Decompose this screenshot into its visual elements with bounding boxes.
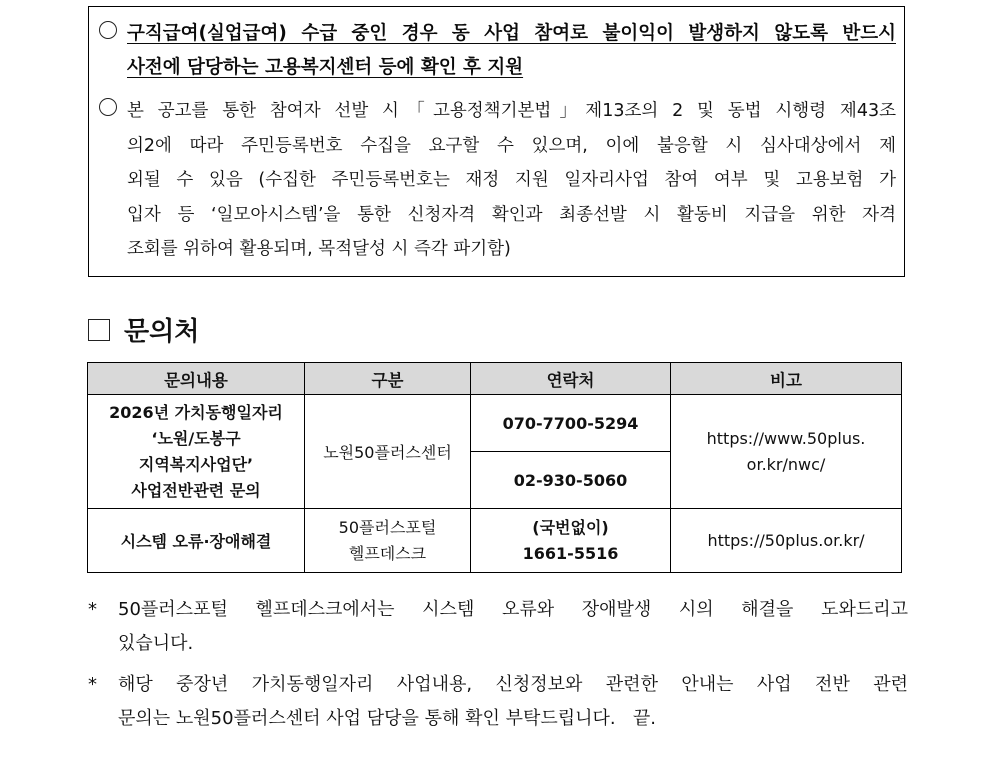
circle-bullet-icon [99,21,117,39]
table-row [88,395,902,452]
notice-bullet-privacy [89,94,904,267]
footnote-line: 있습니다. [118,633,194,654]
inquiry-line: 2026년 가치동행일자리 [109,402,283,422]
asterisk-mark: * [88,599,97,620]
notice-line: 입자 등 ‘일모아시스템’을 통한 신청자격 확인과 최종선발 시 활동비 지급을 위한 자격 [127,204,896,225]
section-title: 문의처 [124,317,200,347]
notice-line: 조회를 위하여 활용되며, 목적달성 시 즉각 파기함) [127,239,511,259]
asterisk-mark: * [88,674,97,695]
column-header: 구분 [305,363,471,395]
notice-bullet-unemployment [89,17,904,85]
notice-line: 본 공고를 통한 참여자 선발 시「고용정책기본법」제13조의 2 및 동법 시행령 제43조 [127,101,896,121]
notice-line: 의2에 따라 주민등록번호 수집을 요구할 수 있으며, 이에 불응할 시 심사대상에서 제 [127,135,896,156]
checkbox-icon [88,319,110,341]
footnotes [88,593,908,736]
inquiry-cell: 시스템 오류·장애해결 [88,509,305,573]
category-line: 헬프데스크 [348,543,427,563]
section-heading [88,311,199,348]
note-cell [671,395,902,509]
column-header: 연락처 [471,363,671,395]
category-line: 50플러스포털 [338,517,437,537]
contact-cell [471,509,671,573]
phone-cell: 02-930-5060 [471,452,671,509]
notice-line: 구직급여(실업급여) 수급 중인 경우 동 사업 참여로 불이익이 발생하지 않도록 반드시 [127,23,896,44]
notice-line: 외될 수 있음 (수집한 주민등록번호는 재정 지원 일자리사업 참여 여부 및 고용보험 가 [127,170,896,190]
category-cell [305,509,471,573]
url-link[interactable]: https://www.50plus. [706,428,866,448]
phone-cell: 070-7700-5294 [471,395,671,452]
contact-table [87,362,902,573]
footnote-line: 해당 중장년 가치동행일자리 사업내용, 신청정보와 관련한 안내는 사업 전반 관련 [118,674,908,695]
inquiry-cell [88,395,305,509]
table-row [88,509,902,573]
footnote-line: 50플러스포털 헬프데스크에서는 시스템 오류와 장애발생 시의 해결을 도와드리고 [118,599,908,620]
table-header-row [88,363,902,395]
footnote-line: 문의는 노원50플러스센터 사업 담당을 통해 확인 부탁드립니다. 끝. [118,708,656,729]
circle-bullet-icon [99,98,117,116]
column-header: 문의내용 [88,363,305,395]
inquiry-line: 지역복지사업단’ [138,454,254,474]
inquiry-line: 사업전반관련 문의 [131,480,261,500]
footnote [88,668,908,736]
url-link[interactable]: https://50plus.or.kr/ [671,509,902,573]
inquiry-line: ‘노원/도봉구 [151,428,241,448]
column-header: 비고 [671,363,902,395]
footnote [88,593,908,661]
contact-line: (국번없이) [532,517,609,537]
notice-line: 사전에 담당하는 고용복지센터 등에 확인 후 지원 [127,57,524,78]
category-cell: 노원50플러스센터 [305,395,471,509]
url-link[interactable]: or.kr/nwc/ [746,454,826,474]
contact-line: 1661-5516 [522,543,619,563]
notice-box [88,6,905,277]
